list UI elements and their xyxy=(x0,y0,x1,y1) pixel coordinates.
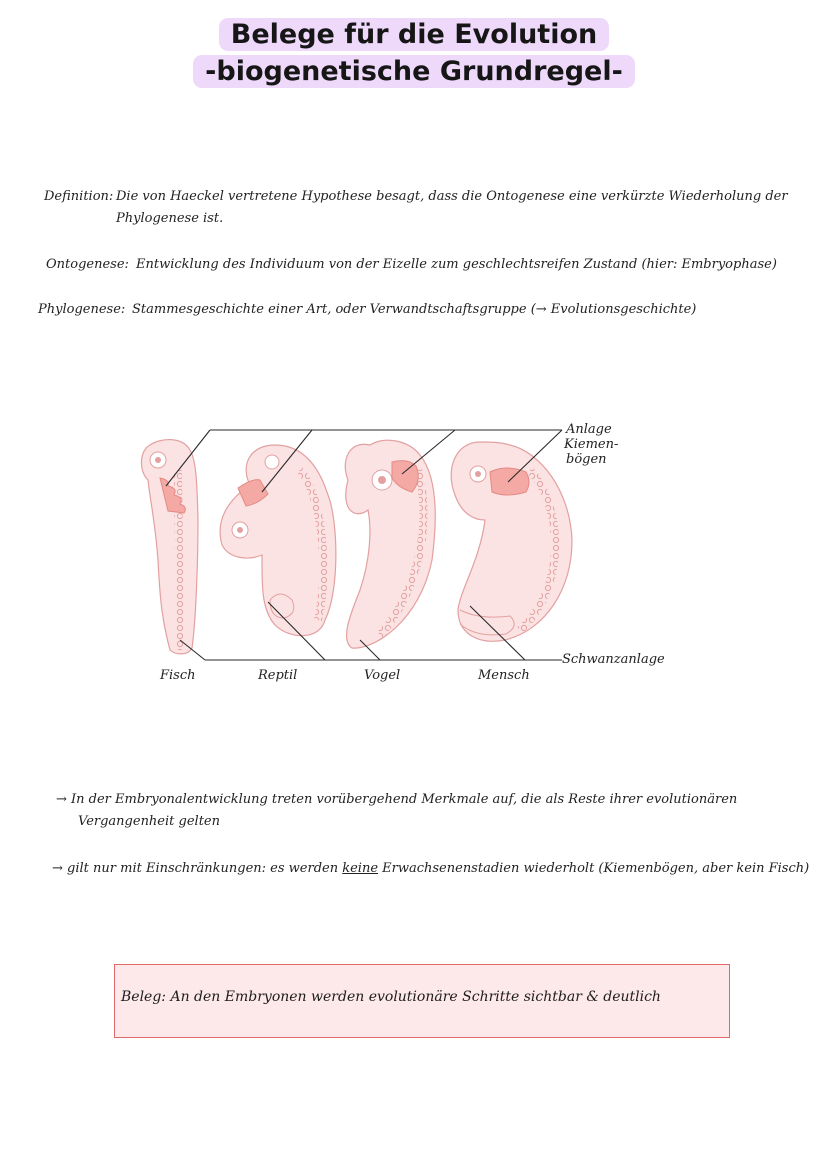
label-gill-1: Anlage xyxy=(566,422,612,437)
ontogenese-label: Ontogenese: xyxy=(46,257,129,272)
definition-line-1: Die von Haeckel vertretene Hypothese besagt, dass die Ontogenese eine verkürzte Wiederholung der xyxy=(116,189,788,204)
embryo-reptil xyxy=(220,445,336,636)
label-mensch: Mensch xyxy=(478,668,530,683)
note-2-after: Erwachsenenstadien wiederholt (Kiemenbögen, aber kein Fisch) xyxy=(378,861,810,876)
definition-line-2: Phylogenese ist. xyxy=(116,211,224,226)
label-tail: Schwanzanlage xyxy=(562,652,665,667)
phylogenese-label: Phylogenese: xyxy=(38,302,126,317)
note-2 xyxy=(52,861,809,876)
embryo-mensch xyxy=(451,442,572,641)
page-subtitle: -biogenetische Grundregel- xyxy=(193,55,635,88)
evidence-box xyxy=(114,964,730,1038)
label-vogel: Vogel xyxy=(364,668,401,683)
note-2-underlined: keine xyxy=(342,861,379,876)
page-title: Belege für die Evolution xyxy=(219,18,609,51)
ontogenese-text: Entwicklung des Individuum von der Eizelle zum geschlechtsreifen Zustand (hier: Embryophase) xyxy=(136,257,777,272)
evidence-label: Beleg: xyxy=(121,989,167,1005)
label-fisch: Fisch xyxy=(160,668,196,683)
label-gill-2: Kiemen- xyxy=(564,437,619,452)
note-2-before: → gilt nur mit Einschränkungen: es werden xyxy=(52,861,343,876)
evidence-text: An den Embryonen werden evolutionäre Schritte sichtbar & deutlich xyxy=(170,989,661,1005)
phylogenese-text: Stammesgeschichte einer Art, oder Verwandtschaftsgruppe (→ Evolutionsgeschichte) xyxy=(132,302,697,317)
label-gill-3: bögen xyxy=(566,452,607,467)
evidence-line xyxy=(121,989,661,1005)
embryo-vogel xyxy=(345,440,435,648)
note-1-line-1: → In der Embryonalentwicklung treten vorübergehend Merkmale auf, die als Reste ihrer evolutionären xyxy=(56,792,738,807)
definition-label: Definition: xyxy=(44,189,114,204)
note-1-line-2: Vergangenheit gelten xyxy=(78,814,220,829)
embryo-fisch xyxy=(141,440,198,654)
label-reptil: Reptil xyxy=(258,668,298,683)
